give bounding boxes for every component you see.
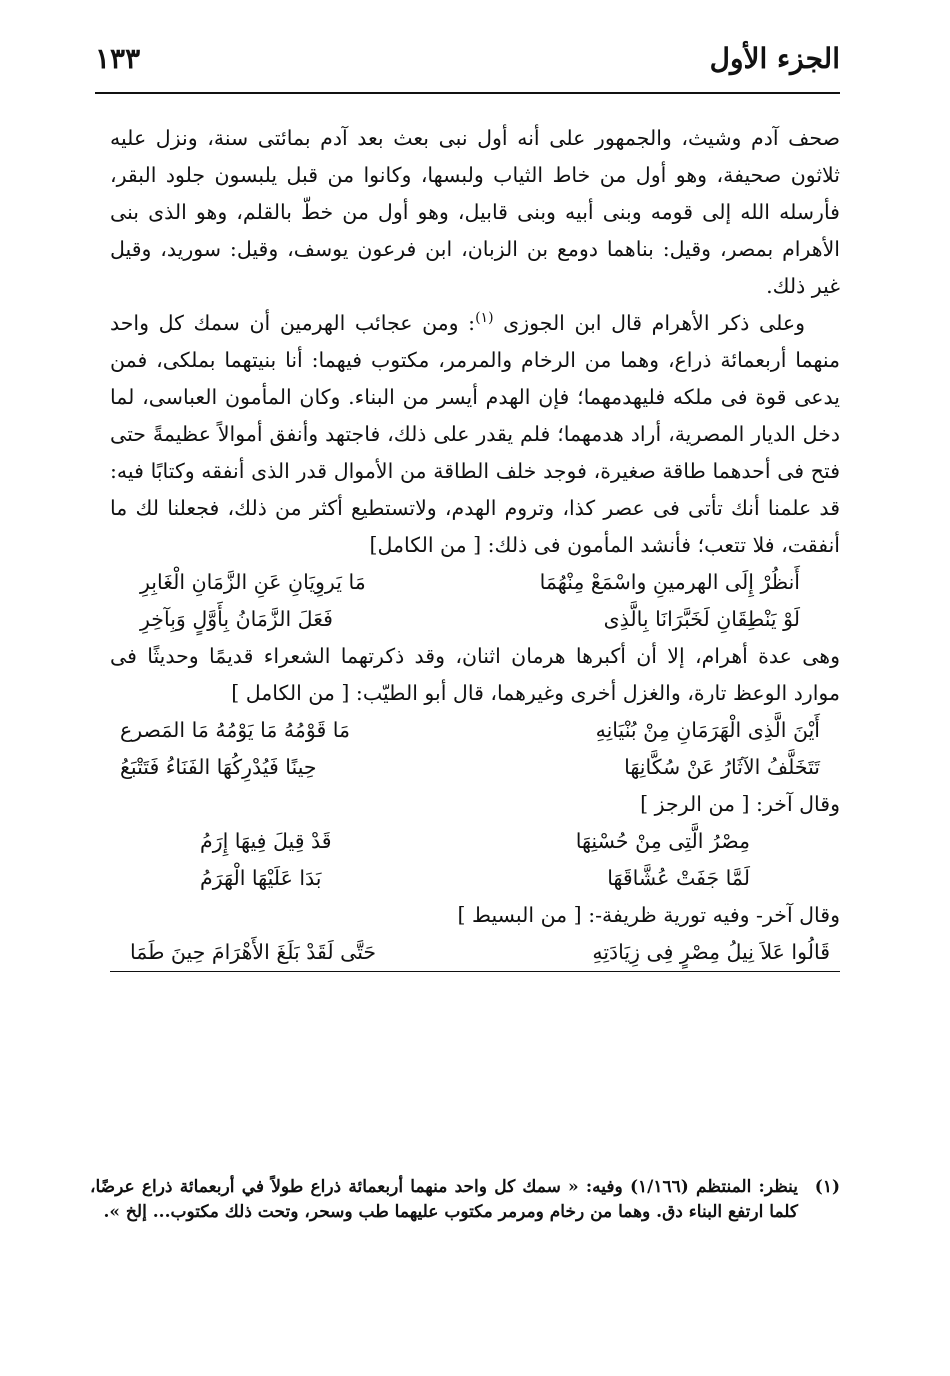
paragraph-1: صحف آدم وشيث، والجمهور على أنه أول نبى بعث بعد آدم بمائتى سنة، ونزل عليه ثلاثون صحيفة، وهو أول من خاط الثياب ولبسها، وكانوا من قبل يلبسون جلود البقر، فأرسله الله إلى قومه وبنى أبيه وبنى قابيل، وهو أول من خطّ بالقلم، وهو الذى بنى الأهرام بمصر، وقيل: بناهما دومع بن الزبان، ابن فرعون يوسف، وقيل: سوريد، وقيل غير ذلك. <box>110 126 840 298</box>
footnote <box>90 1175 840 1225</box>
verse-line <box>110 823 840 860</box>
verse-second-hemistich: مَا قَوْمُهُ مَا يَوْمُهُ مَا المَصرع <box>120 718 351 742</box>
paragraph-4: وقال آخر: [ من الرجز ] <box>640 792 840 816</box>
verse-second-hemistich: فَعَلَ الزَّمَانُ بِأَوَّلٍ وَبِآخِرِ <box>140 607 333 631</box>
paragraph-2-start: وعلى ذكر الأهرام قال ابن الجوزى <box>503 311 805 335</box>
verse-first-hemistich: قَالُوا عَلاَ نِيلُ مِصْرٍ فِى زِيَادَتِهِ <box>592 940 830 964</box>
verse-second-hemistich: مَا يَروِيَانِ عَنِ الزَّمَانِ الْغَابِرِ <box>140 570 366 594</box>
paragraph-3: وهى عدة أهرام، إلا أن أكبرها هرمان اثنان، وقد ذكرتهما الشعراء قديمًا وحديثًا فى موارد الوعظ تارة، والغزل أخرى وغيرهما، قال أبو الطيّب: [ من الكامل ] <box>110 644 840 705</box>
verse-first-hemistich: أَنظُرْ إِلَى الهرمينِ واسْمَعْ مِنْهُمَا <box>539 570 800 594</box>
verse-line <box>110 564 840 601</box>
verse-second-hemistich: حَتَّى لَقَدْ بَلَغَ الأَهْرَامَ حِينَ طَمَا <box>130 940 377 964</box>
verse-line <box>110 712 840 749</box>
footnote-number: (١) <box>814 1177 840 1197</box>
verse-first-hemistich: لَوْ يَنْطِقَانِ لَخَبَّرَانَا بِالَّذِى <box>603 607 800 631</box>
page-number: ١٣٣ <box>95 42 141 75</box>
verse-second-hemistich: قَدْ قِيلَ فِيهَا إِرَمُ <box>200 829 332 853</box>
paragraph-2-rest: : ومن عجائب الهرمين أن سمك كل واحد منهما أربعمائة ذراع، وهما من الرخام والمرمر، مكتوب فيهما: أنا بنيتهما بملكى، فمن يدعى قوة فى ملكه فليهدمهما؛ فإن الهدم أيسر من البناء. وكان المأمون العباسى، لما دخل الديار المصرية، أراد هدمهما؛ فلم يقدر على ذلك، فاجتهد وأنفق أموالاً عظيمةً حتى فتح فى أحدهما طاقة صغيرة، فوجد خلف الطاقة من الأموال قدر الذى أنفقه وكتابًا فيه: قد علمنا أنك تأتى فى عصر كذا، وتروم الهدم، ولاتستطيع أكثر من ذلك، فجعلنا لك ما أنفقت، فلا تتعب؛ فأنشد المأمون فى ذلك: [ من الكامل] <box>110 311 840 557</box>
verse-line <box>110 860 840 897</box>
running-title: الجزء الأول <box>709 42 840 75</box>
verse-first-hemistich: مِصْرُ الَّتِى مِنْ حُسْنِهَا <box>575 829 750 853</box>
paragraph-2 <box>110 305 840 564</box>
verse-line <box>110 601 840 638</box>
verse-line <box>110 749 840 786</box>
page-header <box>95 40 840 94</box>
footnote-reference: (١) <box>475 310 494 327</box>
verse-first-hemistich: لَمَّا جَفَتْ عُشَّاقَهَا <box>607 866 750 890</box>
verse-second-hemistich: حِينًا فَيُدْرِكُهَا الفَنَاءُ فَتَتْبَعُ <box>120 755 317 779</box>
verse-line <box>110 934 840 972</box>
verse-second-hemistich: بَدَا عَلَيْهَا الْهَرَمُ <box>200 866 322 890</box>
footnote-text: ينظر: المنتظم (١/١٦٦) وفيه: « سمك كل واحد منهما أربعمائة ذراع طولاً في أربعمائة ذراع عرضًا، كلما ارتفع البناء دق. وهما من رخام ومرمر مكتوب عليهما طب وسحر، وتحت ذلك مكتوب... إلخ ». <box>90 1177 799 1222</box>
paragraph-5: وقال آخر- وفيه تورية ظريفة-: [ من البسيط ] <box>457 903 840 927</box>
verse-first-hemistich: تَتَخَلَّفُ الآثَارُ عَنْ سُكَّانِهَا <box>624 755 820 779</box>
main-text <box>110 120 840 972</box>
verse-first-hemistich: أَيْنَ الَّذِى الْهَرَمَانِ مِنْ بُنْيَانِهِ <box>595 718 820 742</box>
